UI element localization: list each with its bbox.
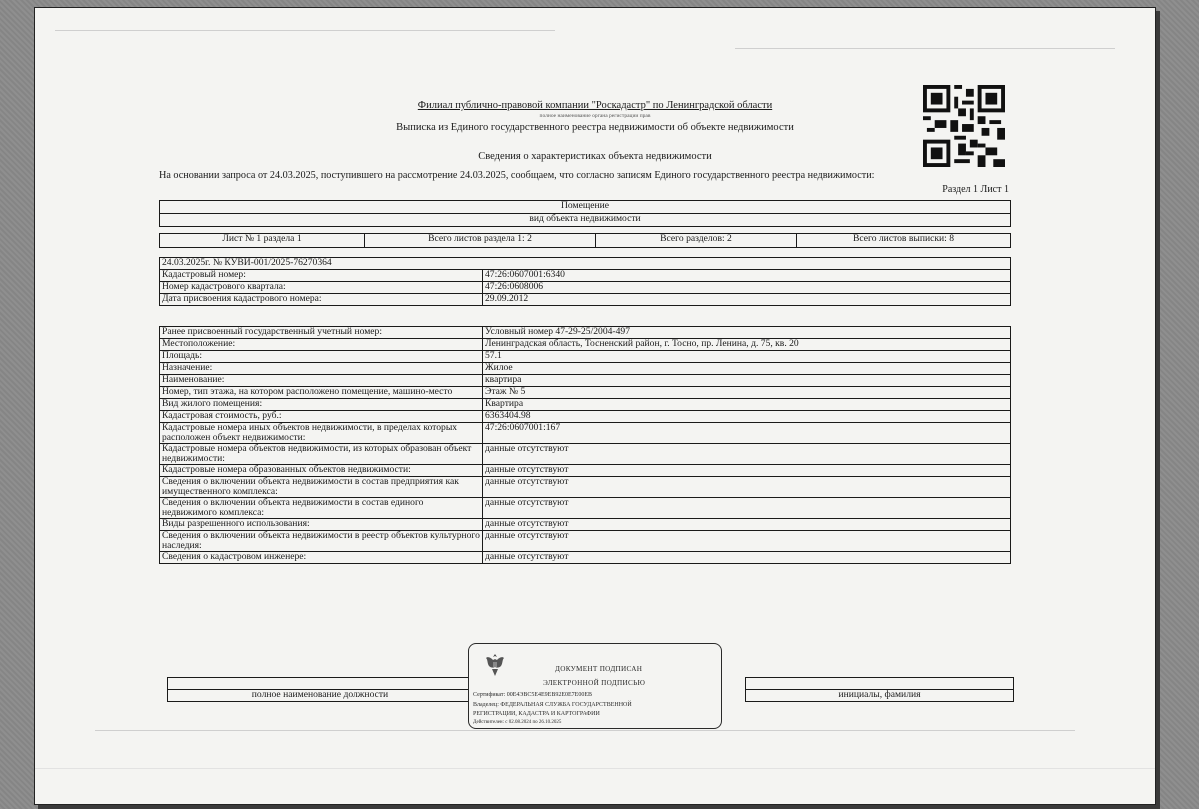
document-subtitle: Сведения о характеристиках объекта недвижимости [478,151,712,162]
row-label: Номер, тип этажа, на котором расположено помещение, машино-место [160,387,483,399]
stamp-validity: Действителен: с 02.08.2024 по 26.10.2025 [473,720,562,725]
row-value: данные отсутствуют [483,519,1011,531]
table-row [160,363,1011,375]
name-caption: инициалы, фамилия [746,690,1014,702]
row-label: Кадастровые номера объектов недвижимости, из которых образован объект недвижимости: [160,444,483,465]
row-value: 29.09.2012 [483,294,1011,306]
row-value: Условный номер 47-29-25/2004-497 [483,327,1011,339]
row-label: Дата присвоения кадастрового номера: [160,294,483,306]
row-label: Кадастровые номера иных объектов недвижимости, в пределах которых расположен объект недвижимости: [160,423,483,444]
row-label: Сведения о включении объекта недвижимости в реестр объектов культурного наследия: [160,531,483,552]
table-row [160,477,1011,498]
scan-artifact [735,48,1115,49]
row-label: Кадастровая стоимость, руб.: [160,411,483,423]
table-row [160,498,1011,519]
row-label: Сведения о включении объекта недвижимости в состав предприятия как имущественного комплекса: [160,477,483,498]
row-label: Площадь: [160,351,483,363]
sections-count: Всего разделов: 2 [596,234,797,248]
sheets-info-table [159,233,1011,248]
row-label: Кадастровый номер: [160,270,483,282]
position-caption: полное наименование должности [168,690,473,702]
position-cell-empty [168,678,473,690]
table-row [160,270,1011,282]
stamp-owner-line-2: РЕГИСТРАЦИИ, КАДАСТРА И КАРТОГРАФИИ [473,711,600,717]
row-value: Квартира [483,399,1011,411]
table-row [160,531,1011,552]
row-label: Сведения о включении объекта недвижимости в состав единого недвижимого комплекса: [160,498,483,519]
row-value: Этаж № 5 [483,387,1011,399]
section-sheet-label: Раздел 1 Лист 1 [942,184,1009,195]
scan-artifact [95,730,1075,731]
stamp-line-2: ЭЛЕКТРОННОЙ ПОДПИСЬЮ [543,679,646,687]
table-row [160,375,1011,387]
name-cell-empty [746,678,1014,690]
row-label: Местоположение: [160,339,483,351]
table-row [160,423,1011,444]
document-title: Выписка из Единого государственного реестра недвижимости об объекте недвижимости [396,122,794,133]
row-value: данные отсутствуют [483,498,1011,519]
request-basis-text: На основании запроса от 24.03.2025, поступившего на рассмотрение 24.03.2025, сообщаем, что согласно записям Единого государственного реестра недвижимости: [159,170,875,181]
row-value: 47:26:0608006 [483,282,1011,294]
table-row [160,552,1011,564]
row-value: 47:26:0607001:6340 [483,270,1011,282]
row-value: Жилое [483,363,1011,375]
stamp-owner-line-1: Владелец: ФЕДЕРАЛЬНАЯ СЛУЖБА ГОСУДАРСТВЕННОЙ [473,702,632,708]
row-value: Ленинградская область, Тосненский район, г. Тосно, пр. Ленина, д. 75, кв. 20 [483,339,1011,351]
document-page [34,7,1156,805]
table-row [160,519,1011,531]
row-label: Сведения о кадастровом инженере: [160,552,483,564]
row-label: Кадастровые номера образованных объектов недвижимости: [160,465,483,477]
table-row [160,282,1011,294]
table-row [160,327,1011,339]
scan-artifact [55,30,555,31]
table-row [160,444,1011,465]
sheet-number: Лист № 1 раздела 1 [160,234,365,248]
row-label: Номер кадастрового квартала: [160,282,483,294]
row-value: данные отсутствуют [483,552,1011,564]
row-value: 6363404.98 [483,411,1011,423]
row-value: данные отсутствуют [483,444,1011,465]
row-label: Назначение: [160,363,483,375]
row-value: 57.1 [483,351,1011,363]
row-value: данные отсутствуют [483,531,1011,552]
object-type-table [159,200,1011,227]
organization-name: Филиал публично-правовой компании "Роскадастр" по Ленинградской области [417,100,773,111]
electronic-signature-stamp [468,643,722,729]
row-value: квартира [483,375,1011,387]
table-row [160,339,1011,351]
row-value: 47:26:0607001:167 [483,423,1011,444]
stamp-line-1: ДОКУМЕНТ ПОДПИСАН [555,665,643,673]
table-row [160,294,1011,306]
table-row [160,399,1011,411]
double-headed-eagle-icon [483,652,507,678]
object-type-value: Помещение [160,201,1011,214]
registry-date-number: 24.03.2025г. № КУВИ-001/2025-76270364 [160,258,1011,270]
table-row [160,465,1011,477]
registry-table [159,257,1011,306]
row-label: Ранее присвоенный государственный учетный номер: [160,327,483,339]
row-label: Вид жилого помещения: [160,399,483,411]
row-value: данные отсутствуют [483,465,1011,477]
row-label: Виды разрешенного использования: [160,519,483,531]
total-sheets-count: Всего листов выписки: 8 [797,234,1011,248]
row-label: Наименование: [160,375,483,387]
table-row [160,387,1011,399]
characteristics-table [159,326,1011,564]
organization-caption: полное наименование органа регистрации прав [539,113,651,119]
stamp-certificate: Сертификат: 00Е4ЭВС5Е4Е9ЕВ92Е0Е7Е00ЕВ [473,692,593,698]
table-row [160,351,1011,363]
scan-artifact [35,768,1155,769]
row-value: данные отсутствуют [483,477,1011,498]
table-row [160,411,1011,423]
object-type-caption: вид объекта недвижимости [160,214,1011,227]
section-sheets-count: Всего листов раздела 1: 2 [365,234,596,248]
